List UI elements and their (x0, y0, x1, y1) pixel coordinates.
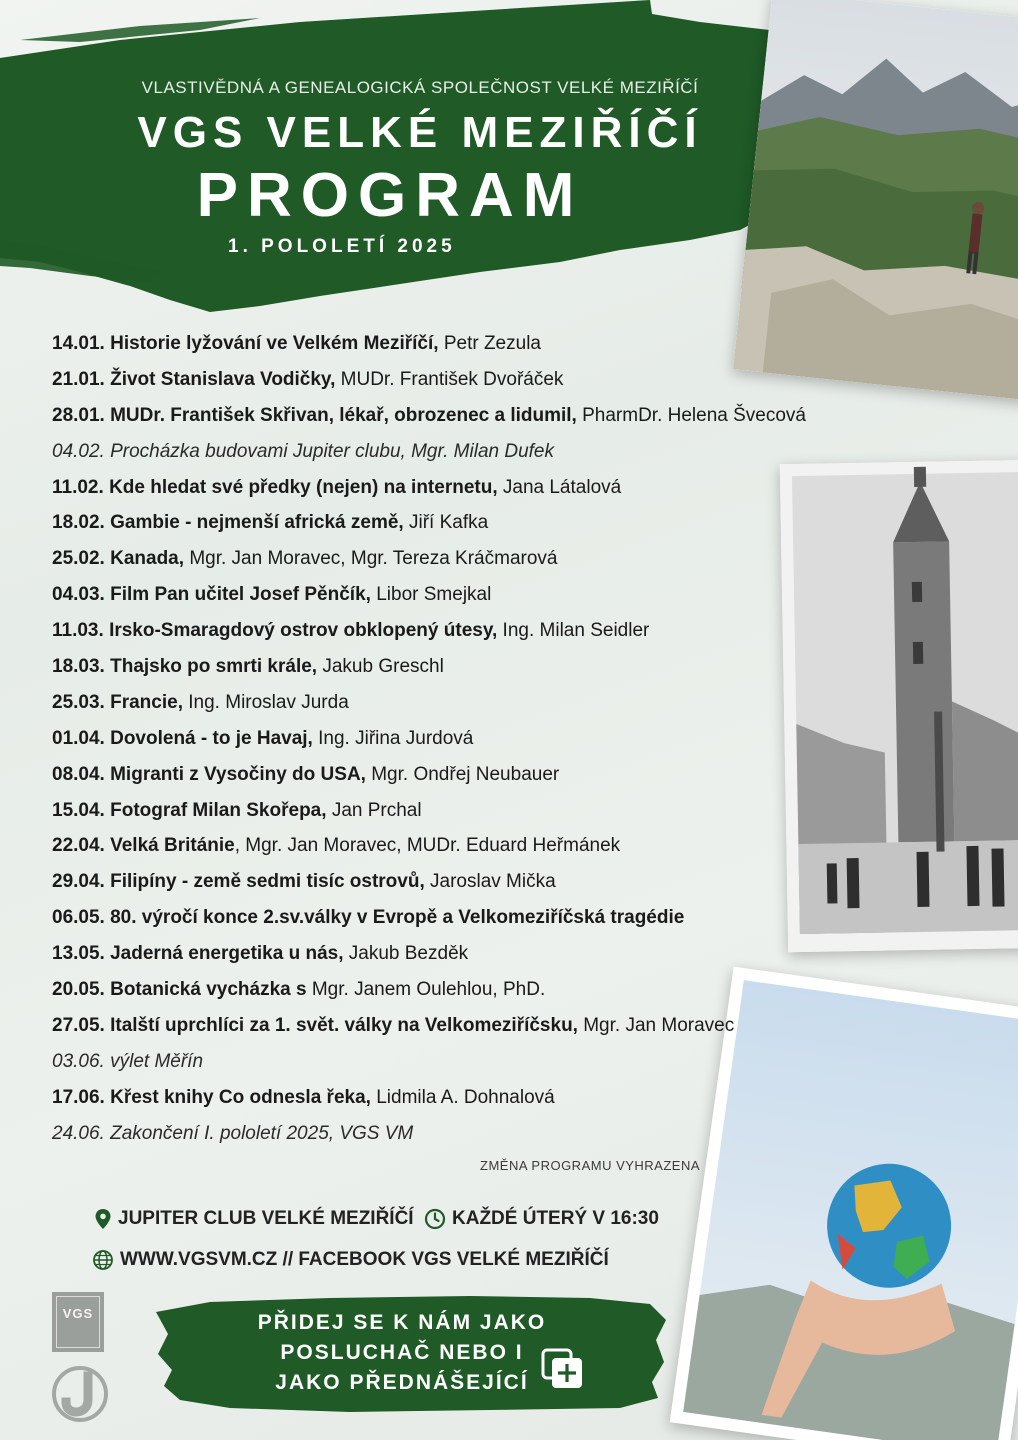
term-label: 1. POLOLETÍ 2025 (228, 236, 456, 257)
program-item: 29.04. Filipíny - země sedmi tisíc ostrovů, Jaroslav Mička (52, 871, 556, 893)
program-item: 01.04. Dovolená - to je Havaj, Ing. Jiřina Jurdová (52, 727, 474, 749)
program-item: 24.06. Zakončení I. pololetí 2025, VGS VM (52, 1122, 414, 1144)
program-item: 21.01. Život Stanislava Vodičky, MUDr. František Dvořáček (52, 368, 564, 390)
globe-icon (92, 1249, 114, 1271)
program-item: 17.06. Křest knihy Co odnesla řeka, Lidmila A. Dohnalová (52, 1086, 555, 1108)
time-info (424, 1208, 659, 1230)
program-item: 06.05. 80. výročí konce 2.sv.války v Evropě a Velkomeziříčská tragédie (52, 907, 685, 929)
page-title: VGS VELKÉ MEZIŘÍČÍ (137, 108, 703, 157)
clock-icon (424, 1208, 446, 1230)
organization-name: VLASTIVĚDNÁ A GENEALOGICKÁ SPOLEČNOST VELKÉ MEZIŘÍČÍ (141, 78, 699, 97)
program-item: 18.02. Gambie - nejmenší africká země, Jiří Kafka (52, 512, 489, 534)
time-text: KAŽDÉ ÚTERÝ V 16:30 (452, 1208, 659, 1229)
program-item: 11.02. Kde hledat své předky (nejen) na internetu, Jana Látalová (52, 476, 622, 498)
program-item: 03.06. výlet Měřín (52, 1050, 204, 1072)
program-item: 18.03. Thajsko po smrti krále, Jakub Greschl (52, 656, 444, 678)
program-item: 27.05. Italští uprchlíci za 1. svět. války na Velkomeziříčsku, Mgr. Jan Moravec (52, 1014, 735, 1036)
add-icon (540, 1347, 586, 1391)
venue-text: JUPITER CLUB VELKÉ MEZIŘÍČÍ (118, 1208, 414, 1229)
program-heading: PROGRAM (196, 161, 584, 230)
program-item: 25.02. Kanada, Mgr. Jan Moravec, Mgr. Tereza Kráčmarová (52, 548, 558, 570)
program-item: 13.05. Jaderná energetika u nás, Jakub Bezděk (52, 943, 469, 965)
venue-info (94, 1208, 414, 1230)
program-item: 25.03. Francie, Ing. Miroslav Jurda (52, 691, 349, 713)
program-item: 22.04. Velká Británie, Mgr. Jan Moravec, MUDr. Eduard Heřmánek (52, 835, 621, 857)
join-us-cta: PŘIDEJ SE K NÁM JAKO POSLUCHAČ NEBO I JAKO PŘEDNÁŠEJÍCÍ (257, 1311, 547, 1394)
web-info (92, 1249, 609, 1271)
program-item: 04.03. Film Pan učitel Josef Pěnčík, Libor Smejkal (52, 584, 492, 606)
program-change-note: ZMĚNA PROGRAMU VYHRAZENA (480, 1158, 701, 1173)
program-item: 15.04. Fotograf Milan Skořepa, Jan Prchal (52, 799, 422, 821)
program-item: 20.05. Botanická vycházka s Mgr. Janem Oulehlou, PhD. (52, 979, 546, 1001)
program-list (52, 326, 912, 1151)
program-item: 28.01. MUDr. František Skřivan, lékař, obrozenec a lidumil, PharmDr. Helena Švecová (52, 404, 806, 426)
vgs-logo: VGS (52, 1292, 104, 1352)
jupiter-club-logo (48, 1362, 112, 1424)
program-item: 14.01. Historie lyžování ve Velkém Meziříčí, Petr Zezula (52, 333, 541, 354)
program-item: 04.02. Procházka budovami Jupiter clubu, Mgr. Milan Dufek (52, 440, 554, 462)
web-text: WWW.VGSVM.CZ // FACEBOOK VGS VELKÉ MEZIŘÍČÍ (120, 1249, 609, 1270)
program-item: 08.04. Migranti z Vysočiny do USA, Mgr. Ondřej Neubauer (52, 763, 560, 785)
location-pin-icon (94, 1208, 112, 1230)
program-item: 11.03. Irsko-Smaragdový ostrov obklopený útesy, Ing. Milan Seidler (52, 620, 650, 642)
